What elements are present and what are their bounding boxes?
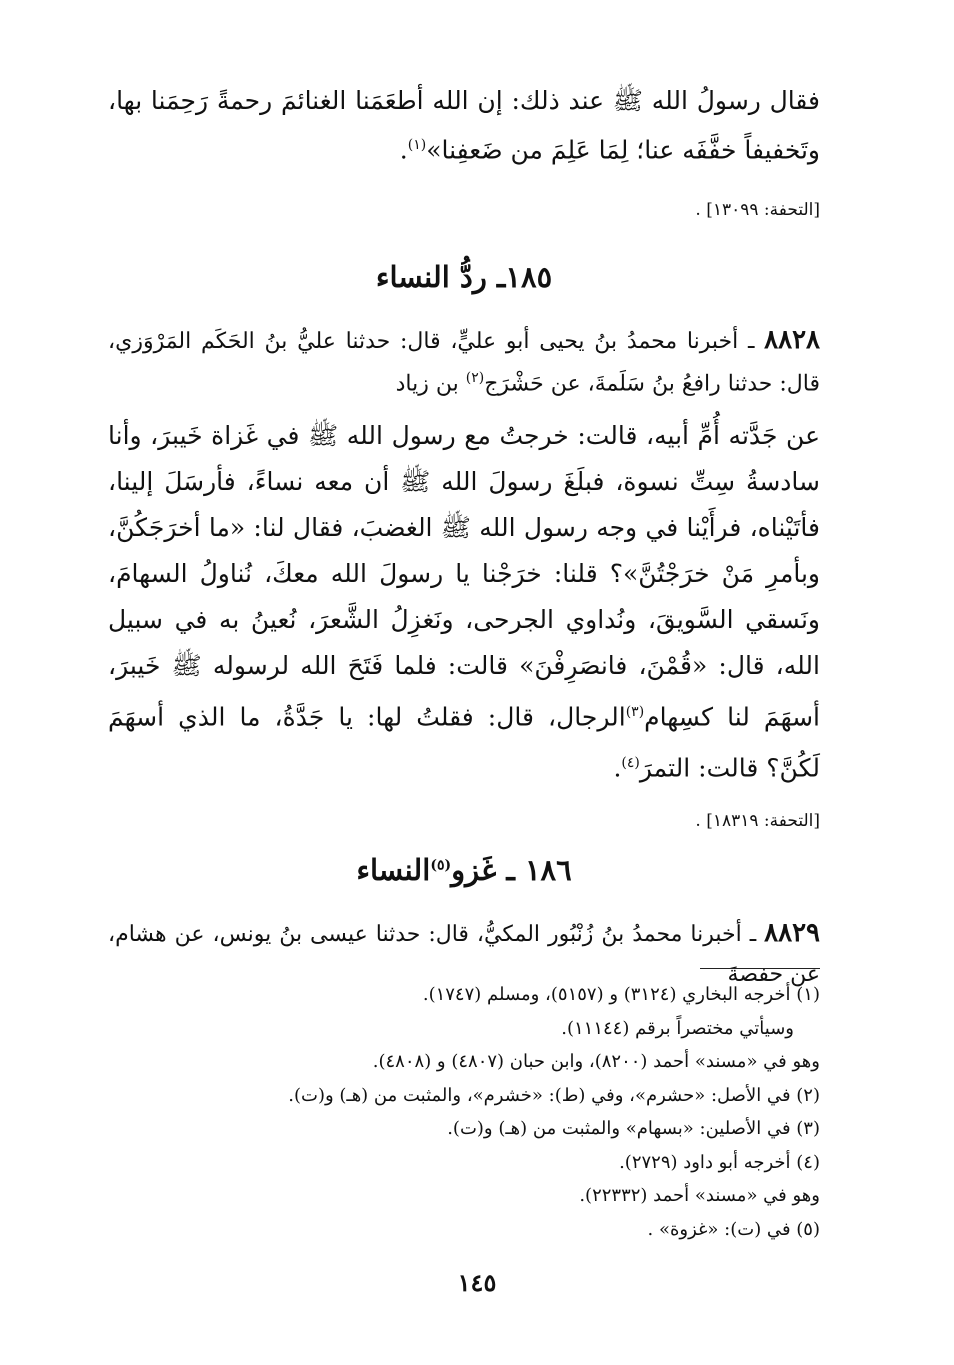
page-body <box>108 78 820 995</box>
footnote-line: وهو في «مسند» أحمد (٨٢٠٠)، وابن حبان (٤٨٠٧) و (٤٨٠٨). <box>372 1051 820 1072</box>
chapter-heading-186 <box>108 853 820 887</box>
chapter-title-a: ١٨٦ ـ غَزو <box>451 853 572 888</box>
footnote-line: وسيأتي مختصراً برقم (١١١٤٤). <box>561 1017 794 1039</box>
footnote-line: (٤) أخرجه أبو داود (٢٧٢٩). <box>619 1151 820 1173</box>
isnad-text-end: بن زياد <box>395 371 466 397</box>
chapter-title-b: النساء <box>356 853 431 888</box>
hadith-8828-isnad <box>108 322 820 402</box>
footnote-mark-1: (١) <box>407 137 427 153</box>
tuhfa-reference-2: [التحفة: ١٨٣١٩] . <box>695 811 820 832</box>
matn-text: عن جَدَّته أُمِّ أبيه، قالت: خرجتُ مع رسول الله ﷺ في غَزاة خَيبرَ، وأنا سادسةُ سِتِّ نسوة، فبلَغَ رسولَ الله ﷺ أن معه نساءً، فأرسَلَ إلينا، فأتَيْناه، فرأَيْنا في وجه رسول الله ﷺ الغضبَ، فقال لنا: «ما أخرَجَكُنَّ، وبأمرِ مَنْ خرَجْتُنَّ»؟ قلنا: خرَجْنا يا رسولَ الله معكَ، نُناولُ السهامَ، ونَسقي السَّويقَ، ونُداوي الجرحى، ونَغزِلُ الشَّعرَ، نُعينُ به في سبيل الله، قال: «قُمْنَ، فانصَرِفْنَ» قالت: فلما فَتَحَ الله لرسوله ﷺ خَيبرَ، أسهَمَ لنا كسِهام <box>108 420 820 731</box>
footnote-mark-5: (٥) <box>430 857 452 874</box>
footnote-line: (٣) في الأصلين: «بسهام» والمثبت من (هـ) و(ت). <box>447 1118 820 1139</box>
footnote-line: (٥) في (ت): «غزوة» . <box>647 1218 820 1240</box>
hadith-number: ٨٨٢٨ <box>764 325 820 356</box>
footnote-line: وهو في «مسند» أحمد (٢٢٣٣٢). <box>579 1185 820 1206</box>
intro-paragraph <box>108 78 820 172</box>
intro-end: . <box>399 135 408 165</box>
matn-end: . <box>613 753 622 783</box>
page-number: ١٤٥ <box>457 1268 497 1297</box>
isnad-text: ـ أخبرنا محمدُ بنُ يحيى أبو عليٍّ، قال: حدثنا عليُّ بنُ الحَكَم المَرْوَزي، قال: حدثنا رافعُ بنُ سَلَمةَ، عن حَشْرَج <box>108 329 820 397</box>
matn-text-end: الرجال، قال: فقلتُ لها: يا جَدَّةُ، ما الذي أسهَمَ لَكُنَّ؟ قالت: التمرَ <box>108 701 820 783</box>
footnote-mark-3: (٣) <box>625 703 645 720</box>
hadith-number-2: ٨٨٢٩ <box>764 918 820 949</box>
footnote-line: (١) أخرجه البخاري (٣١٢٤) و (٥١٥٧)، ومسلم (١٧٤٧). <box>422 984 820 1005</box>
footnote-mark-2: (٢) <box>465 370 485 387</box>
footnotes <box>108 978 820 1246</box>
footnote-line: (٢) في الأصل: «حشرم»، وفي (ط): «خشرم»، والمثبت من (هـ) و(ت). <box>288 1084 820 1106</box>
intro-text: فقال رسولُ الله ﷺ عند ذلك: إن الله أطعَمَنا الغنائمَ رحمةً رَحِمَنا بها، وتَخفيفاً خفَّفَه عنا؛ لِمَا عَلِمَ من ضَعفِنا» <box>108 86 820 165</box>
footnote-separator <box>700 968 820 969</box>
tuhfa-reference-1: [التحفة: ١٣٠٩٩] . <box>695 200 820 221</box>
hadith-8828-matn <box>108 413 820 792</box>
chapter-heading-185: ١٨٥ـ ردُّ النساء <box>375 260 553 295</box>
hadith-8829-text: ـ أخبرنا محمدُ بنُ زُنْبُور المكيُّ، قال: حدثنا عيسى بنُ يونس، عن هشام، عن حفصةَ <box>108 922 820 988</box>
footnote-mark-4: (٤) <box>621 754 640 771</box>
